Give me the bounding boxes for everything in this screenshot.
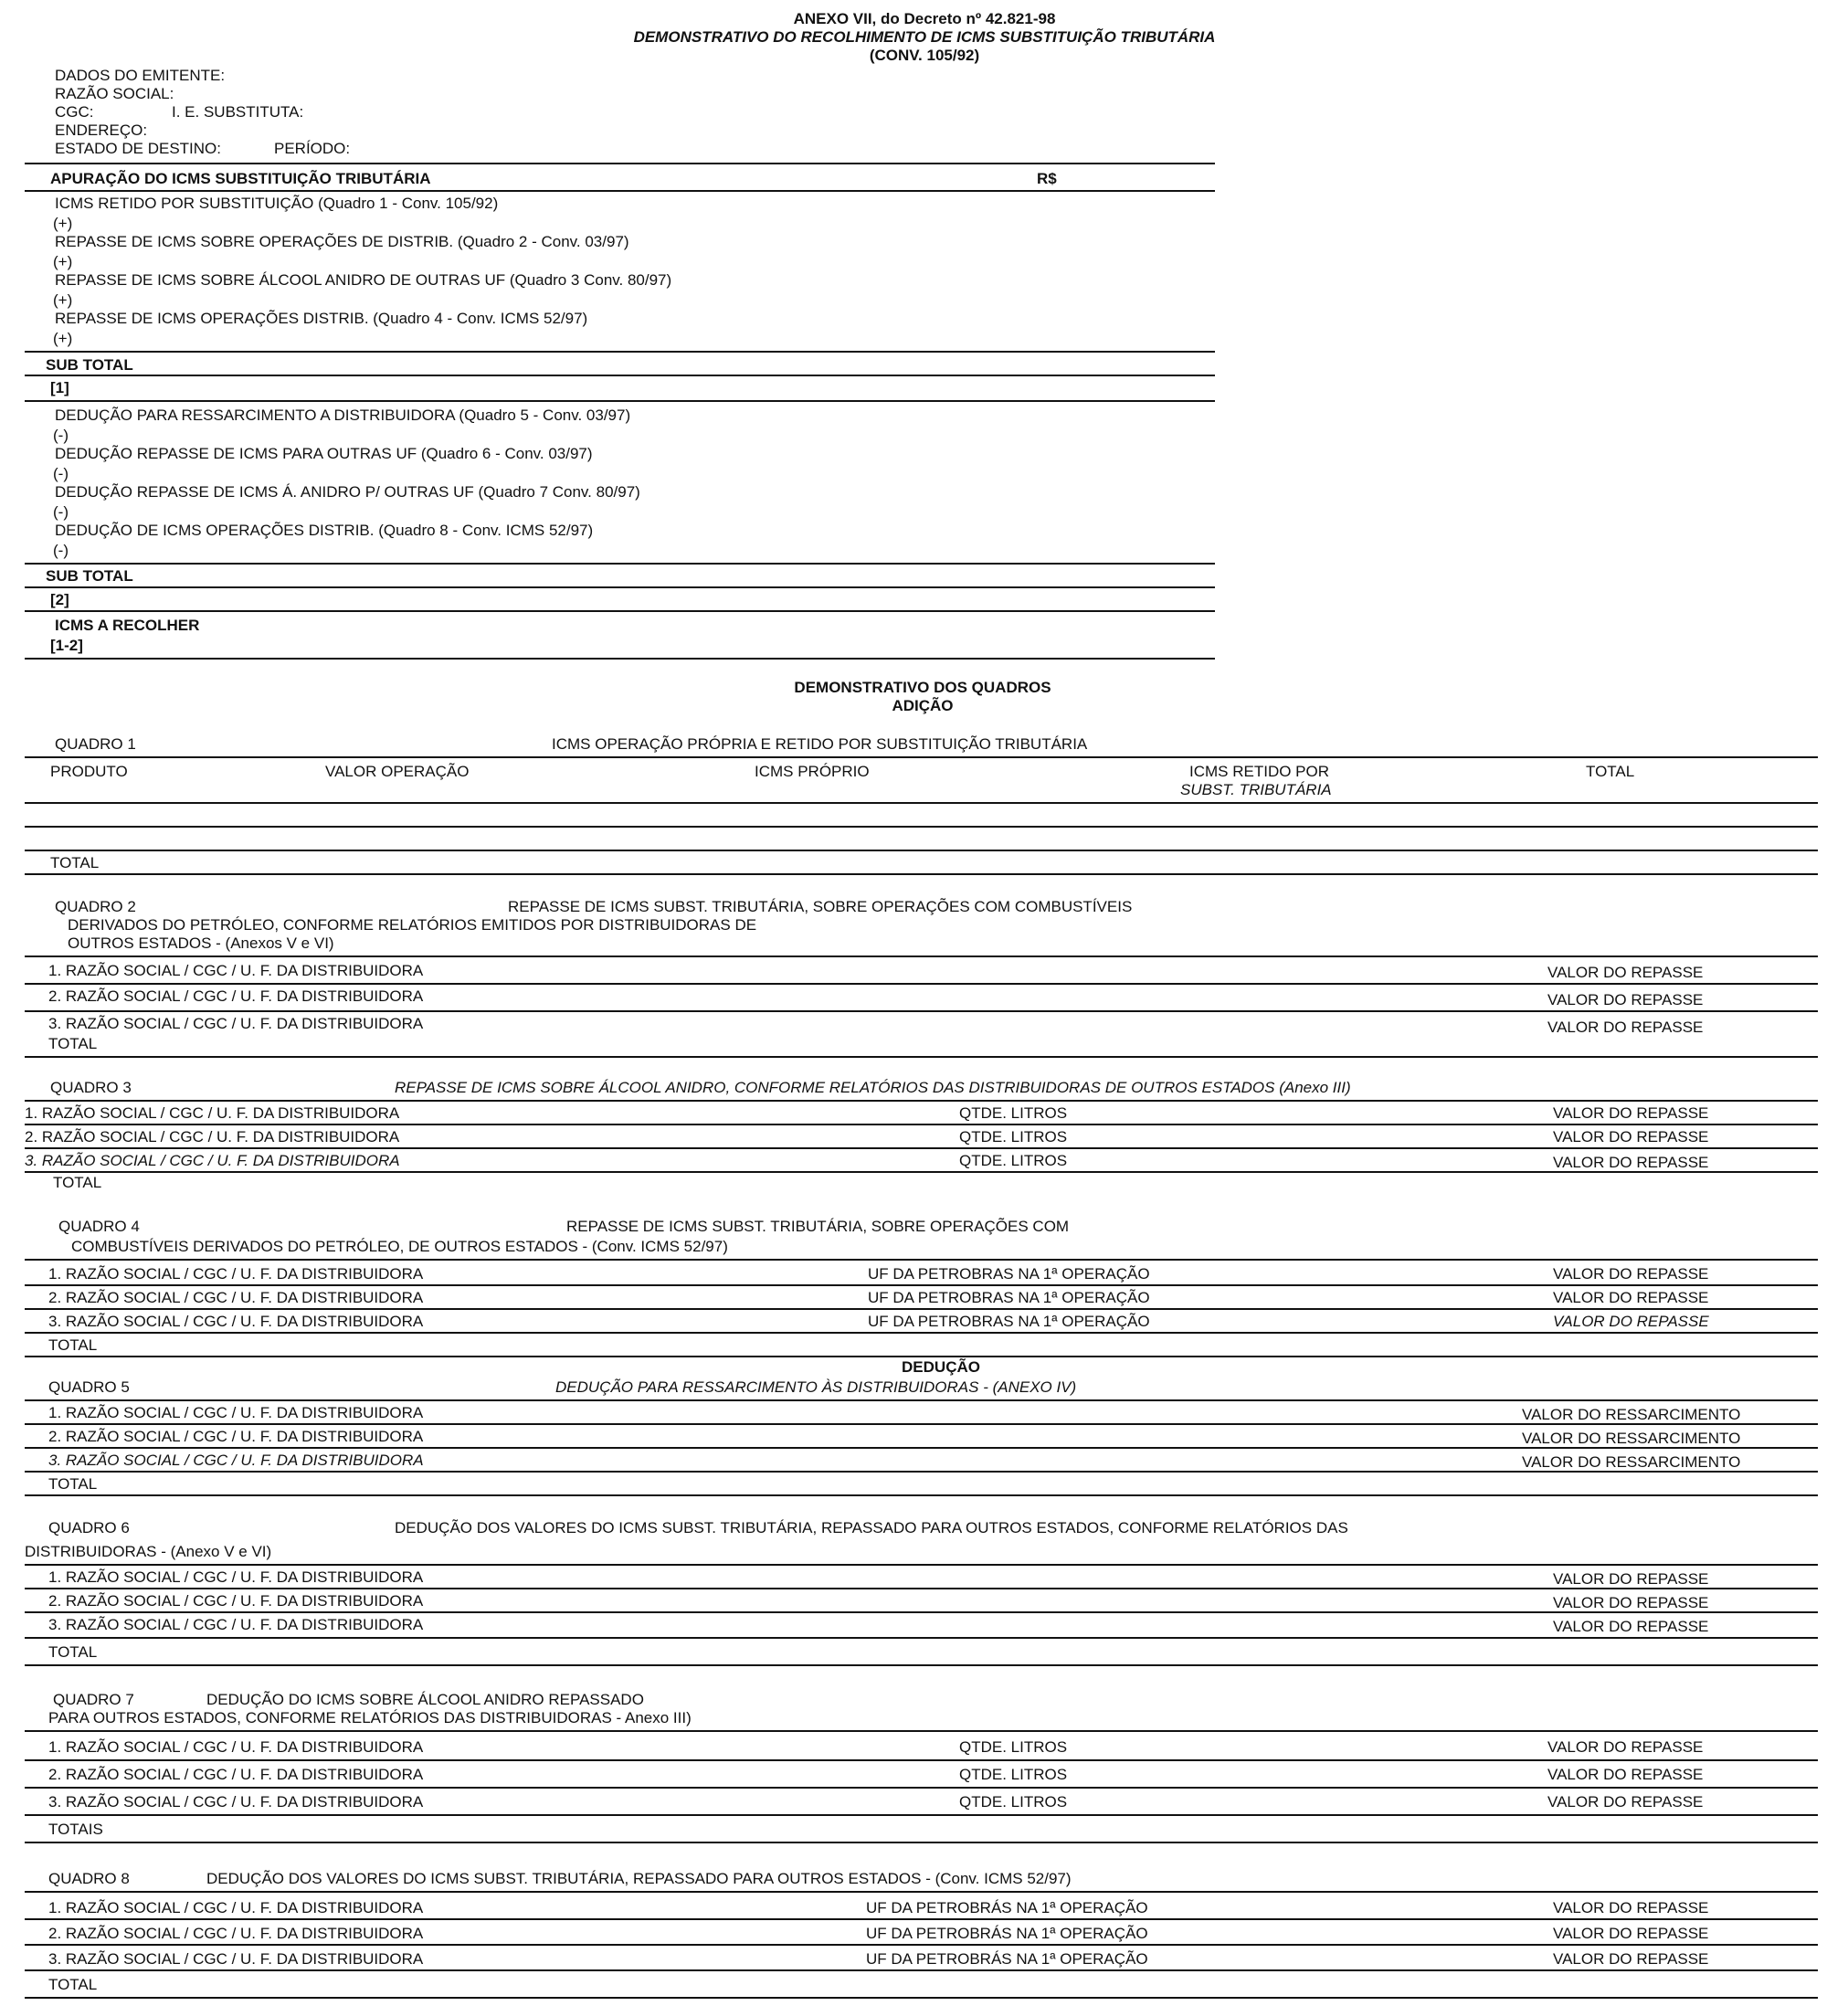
qtde-litros-label: QTDE. LITROS: [959, 1152, 1068, 1169]
divider: [25, 756, 1818, 758]
valor-ressarcimento-label: VALOR DO RESSARCIMENTO: [1522, 1406, 1741, 1423]
divider: [25, 955, 1818, 957]
valor-repasse-label: VALOR DO REPASSE: [1547, 1793, 1704, 1811]
divider: [25, 1356, 1818, 1357]
icms-recolher-formula: [1-2]: [50, 637, 83, 654]
plus-sign: (+): [53, 291, 73, 309]
divider: [25, 1471, 1818, 1473]
adicao-label: ADIÇÃO: [892, 697, 954, 714]
icms-recolher-label: ICMS A RECOLHER: [55, 617, 200, 634]
subtotal-2-ref: [2]: [50, 591, 69, 608]
total-label: TOTAL: [53, 1174, 102, 1191]
distribuidora-row-1: 1. RAZÃO SOCIAL / CGC / U. F. DA DISTRIBUIDORA: [48, 1899, 424, 1916]
distribuidora-row-2: 2. RAZÃO SOCIAL / CGC / U. F. DA DISTRIBUIDORA: [48, 1925, 424, 1942]
distribuidora-row-1: 1. RAZÃO SOCIAL / CGC / U. F. DA DISTRIBUIDORA: [48, 1568, 424, 1586]
currency-label: R$: [1037, 170, 1057, 187]
quadro-2-title: REPASSE DE ICMS SUBST. TRIBUTÁRIA, SOBRE OPERAÇÕES COM COMBUSTÍVEIS: [508, 898, 1133, 915]
uf-petrobras-label: UF DA PETROBRÁS NA 1ª OPERAÇÃO: [866, 1950, 1148, 1968]
valor-repasse-label: VALOR DO REPASSE: [1547, 1738, 1704, 1756]
divider: [25, 1284, 1818, 1286]
divider: [25, 983, 1818, 985]
divider: [25, 826, 1818, 828]
valor-repasse-label: VALOR DO REPASSE: [1553, 1899, 1709, 1916]
col-valor-operacao: VALOR OPERAÇÃO: [325, 763, 470, 780]
distribuidora-row-3: 3. RAZÃO SOCIAL / CGC / U. F. DA DISTRIBUIDORA: [48, 1616, 424, 1633]
minus-sign: (-): [53, 427, 69, 444]
minus-sign: (-): [53, 503, 69, 521]
divider: [25, 1891, 1818, 1893]
valor-repasse-label: VALOR DO REPASSE: [1553, 1594, 1709, 1611]
uf-petrobras-label: UF DA PETROBRAS NA 1ª OPERAÇÃO: [868, 1289, 1150, 1306]
divider: [25, 610, 1215, 612]
distribuidora-row-3: 3. RAZÃO SOCIAL / CGC / U. F. DA DISTRIBUIDORA: [48, 1793, 424, 1811]
divider: [25, 1787, 1818, 1789]
quadro-5-title: DEDUÇÃO PARA RESSARCIMENTO ÀS DISTRIBUIDORAS - (ANEXO IV): [555, 1378, 1077, 1396]
qtde-litros-label: QTDE. LITROS: [959, 1738, 1068, 1756]
apuracao-item-5: DEDUÇÃO PARA RESSARCIMENTO A DISTRIBUIDORA (Quadro 5 - Conv. 03/97): [55, 406, 631, 424]
divider: [25, 163, 1215, 164]
divider: [25, 1918, 1818, 1920]
divider: [25, 1969, 1818, 1971]
cgc-label: CGC:: [55, 103, 94, 121]
divider: [25, 1842, 1818, 1843]
divider: [25, 1588, 1818, 1589]
valor-repasse-label: VALOR DO REPASSE: [1547, 1766, 1704, 1783]
valor-repasse-label: VALOR DO REPASSE: [1547, 964, 1704, 981]
distribuidora-row-2: 2. RAZÃO SOCIAL / CGC / U. F. DA DISTRIBUIDORA: [48, 1766, 424, 1783]
quadro-4-label: QUADRO 4: [58, 1218, 140, 1235]
razao-social-label: RAZÃO SOCIAL:: [55, 85, 174, 102]
divider: [25, 658, 1215, 660]
divider: [25, 563, 1215, 565]
periodo-label: PERÍODO:: [274, 140, 351, 157]
apuracao-item-2: REPASSE DE ICMS SOBRE OPERAÇÕES DE DISTRIB. (Quadro 2 - Conv. 03/97): [55, 233, 629, 250]
divider: [25, 1944, 1818, 1946]
qtde-litros-label: QTDE. LITROS: [959, 1793, 1068, 1811]
subtotal-1-ref: [1]: [50, 379, 69, 396]
divider: [25, 1997, 1818, 1999]
divider: [25, 1259, 1818, 1261]
valor-repasse-label: VALOR DO REPASSE: [1553, 1154, 1709, 1171]
quadro-8-title: DEDUÇÃO DOS VALORES DO ICMS SUBST. TRIBUTÁRIA, REPASSADO PARA OUTROS ESTADOS - (Conv. ICMS 52/97): [206, 1870, 1072, 1887]
divider: [25, 1447, 1818, 1449]
divider: [25, 1759, 1818, 1761]
total-label: TOTAL: [48, 1643, 98, 1661]
valor-repasse-label: VALOR DO REPASSE: [1547, 991, 1704, 1008]
quadro-2-label: QUADRO 2: [55, 898, 136, 915]
divider: [25, 1171, 1818, 1173]
apuracao-item-1: ICMS RETIDO POR SUBSTITUIÇÃO (Quadro 1 - Conv. 105/92): [55, 195, 499, 212]
quadro-3-title: REPASSE DE ICMS SOBRE ÁLCOOL ANIDRO, CONFORME RELATÓRIOS DAS DISTRIBUIDORAS DE OUTROS ESTADOS (Anexo III): [395, 1079, 1351, 1096]
distribuidora-row-1: 1. RAZÃO SOCIAL / CGC / U. F. DA DISTRIBUIDORA: [25, 1104, 400, 1122]
divider: [25, 1056, 1818, 1058]
valor-repasse-label: VALOR DO REPASSE: [1553, 1925, 1709, 1942]
quadro-7-title: DEDUÇÃO DO ICMS SOBRE ÁLCOOL ANIDRO REPASSADO: [206, 1691, 644, 1708]
divider: [25, 1611, 1818, 1613]
divider: [25, 873, 1818, 875]
quadro-6-title: DEDUÇÃO DOS VALORES DO ICMS SUBST. TRIBUTÁRIA, REPASSADO PARA OUTROS ESTADOS, CONFORME RELATÓRIOS DAS: [395, 1519, 1348, 1536]
total-label: TOTAL: [48, 1976, 98, 1993]
divider: [25, 1308, 1818, 1310]
distribuidora-row-3: 3. RAZÃO SOCIAL / CGC / U. F. DA DISTRIBUIDORA: [48, 1452, 424, 1469]
apuracao-item-8: DEDUÇÃO DE ICMS OPERAÇÕES DISTRIB. (Quadro 8 - Conv. ICMS 52/97): [55, 522, 594, 539]
divider: [25, 1664, 1818, 1666]
valor-ressarcimento-label: VALOR DO RESSARCIMENTO: [1522, 1453, 1741, 1471]
doc-title-anexo: ANEXO VII, do Decreto nº 42.821-98: [793, 10, 1056, 27]
divider: [25, 1423, 1818, 1425]
distribuidora-row-3: 3. RAZÃO SOCIAL / CGC / U. F. DA DISTRIBUIDORA: [25, 1152, 400, 1169]
quadro-1-title: ICMS OPERAÇÃO PRÓPRIA E RETIDO POR SUBSTITUIÇÃO TRIBUTÁRIA: [552, 735, 1088, 753]
endereco-label: ENDEREÇO:: [55, 121, 148, 139]
plus-sign: (+): [53, 253, 73, 270]
uf-petrobras-label: UF DA PETROBRAS NA 1ª OPERAÇÃO: [868, 1265, 1150, 1283]
apuracao-item-7: DEDUÇÃO REPASSE DE ICMS Á. ANIDRO P/ OUTRAS UF (Quadro 7 Conv. 80/97): [55, 483, 640, 501]
quadro-5-label: QUADRO 5: [48, 1378, 130, 1396]
divider: [25, 850, 1818, 851]
deducao-label: DEDUÇÃO: [902, 1358, 980, 1376]
distribuidora-row-1: 1. RAZÃO SOCIAL / CGC / U. F. DA DISTRIBUIDORA: [48, 1738, 424, 1756]
divider: [25, 1332, 1818, 1334]
divider: [25, 1814, 1818, 1816]
quadro-6-label: QUADRO 6: [48, 1519, 130, 1536]
apuracao-item-6: DEDUÇÃO REPASSE DE ICMS PARA OUTRAS UF (Quadro 6 - Conv. 03/97): [55, 445, 593, 462]
qtde-litros-label: QTDE. LITROS: [959, 1766, 1068, 1783]
divider: [25, 1147, 1818, 1149]
uf-petrobras-label: UF DA PETROBRAS NA 1ª OPERAÇÃO: [868, 1313, 1150, 1330]
distribuidora-row-3: 3. RAZÃO SOCIAL / CGC / U. F. DA DISTRIBUIDORA: [48, 1015, 424, 1032]
quadro-2-line3: OUTROS ESTADOS - (Anexos V e VI): [68, 934, 334, 952]
valor-repasse-label: VALOR DO REPASSE: [1553, 1104, 1709, 1122]
valor-repasse-label: VALOR DO REPASSE: [1553, 1313, 1709, 1330]
valor-repasse-label: VALOR DO REPASSE: [1553, 1950, 1709, 1968]
divider: [25, 190, 1215, 192]
col-total: TOTAL: [1586, 763, 1635, 780]
quadro-7-line2: PARA OUTROS ESTADOS, CONFORME RELATÓRIOS DAS DISTRIBUIDORAS - Anexo III): [48, 1709, 692, 1726]
distribuidora-row-2: 2. RAZÃO SOCIAL / CGC / U. F. DA DISTRIBUIDORA: [48, 1428, 424, 1445]
subtotal-label: SUB TOTAL: [46, 567, 133, 585]
apuracao-item-4: REPASSE DE ICMS OPERAÇÕES DISTRIB. (Quadro 4 - Conv. ICMS 52/97): [55, 310, 588, 327]
valor-ressarcimento-label: VALOR DO RESSARCIMENTO: [1522, 1430, 1741, 1447]
total-label: TOTAL: [48, 1035, 98, 1052]
apuracao-title: APURAÇÃO DO ICMS SUBSTITUIÇÃO TRIBUTÁRIA: [50, 170, 431, 187]
qtde-litros-label: QTDE. LITROS: [959, 1104, 1068, 1122]
divider: [25, 1564, 1818, 1566]
ie-substituta-label: I. E. SUBSTITUTA:: [172, 103, 304, 121]
divider: [25, 1010, 1818, 1012]
col-icms-retido: ICMS RETIDO POR: [1189, 763, 1330, 780]
estado-destino-label: ESTADO DE DESTINO:: [55, 140, 221, 157]
valor-repasse-label: VALOR DO REPASSE: [1553, 1570, 1709, 1588]
divider: [25, 1494, 1818, 1496]
divider: [25, 1637, 1818, 1639]
quadro-4-title: REPASSE DE ICMS SUBST. TRIBUTÁRIA, SOBRE OPERAÇÕES COM: [566, 1218, 1070, 1235]
doc-title: DEMONSTRATIVO DO RECOLHIMENTO DE ICMS SUBSTITUIÇÃO TRIBUTÁRIA: [633, 28, 1216, 46]
total-label: TOTAL: [48, 1475, 98, 1493]
emitente-heading: DADOS DO EMITENTE:: [55, 67, 226, 84]
doc-subtitle: (CONV. 105/92): [869, 47, 980, 64]
valor-repasse-label: VALOR DO REPASSE: [1547, 1019, 1704, 1036]
divider: [25, 351, 1215, 353]
total-label: TOTAL: [50, 854, 100, 871]
divider: [25, 400, 1215, 402]
uf-petrobras-label: UF DA PETROBRÁS NA 1ª OPERAÇÃO: [866, 1899, 1148, 1916]
distribuidora-row-3: 3. RAZÃO SOCIAL / CGC / U. F. DA DISTRIBUIDORA: [48, 1313, 424, 1330]
apuracao-item-3: REPASSE DE ICMS SOBRE ÁLCOOL ANIDRO DE OUTRAS UF (Quadro 3 Conv. 80/97): [55, 271, 672, 289]
divider: [25, 586, 1215, 588]
total-label: TOTAL: [48, 1336, 98, 1354]
distribuidora-row-1: 1. RAZÃO SOCIAL / CGC / U. F. DA DISTRIBUIDORA: [48, 1265, 424, 1283]
quadro-6-line2: DISTRIBUIDORAS - (Anexo V e VI): [25, 1543, 272, 1560]
distribuidora-row-2: 2. RAZÃO SOCIAL / CGC / U. F. DA DISTRIBUIDORA: [48, 1289, 424, 1306]
quadro-2-line2: DERIVADOS DO PETRÓLEO, CONFORME RELATÓRIOS EMITIDOS POR DISTRIBUIDORAS DE: [68, 916, 757, 934]
valor-repasse-label: VALOR DO REPASSE: [1553, 1618, 1709, 1635]
minus-sign: (-): [53, 465, 69, 482]
quadro-1-label: QUADRO 1: [55, 735, 136, 753]
distribuidora-row-2: 2. RAZÃO SOCIAL / CGC / U. F. DA DISTRIBUIDORA: [48, 1592, 424, 1610]
subtotal-label: SUB TOTAL: [46, 356, 133, 374]
quadro-8-label: QUADRO 8: [48, 1870, 130, 1887]
distribuidora-row-3: 3. RAZÃO SOCIAL / CGC / U. F. DA DISTRIBUIDORA: [48, 1950, 424, 1968]
divider: [25, 1124, 1818, 1125]
valor-repasse-label: VALOR DO REPASSE: [1553, 1128, 1709, 1146]
divider: [25, 1100, 1818, 1102]
quadro-4-line2: COMBUSTÍVEIS DERIVADOS DO PETRÓLEO, DE OUTROS ESTADOS - (Conv. ICMS 52/97): [71, 1238, 728, 1255]
divider: [25, 1730, 1818, 1732]
distribuidora-row-1: 1. RAZÃO SOCIAL / CGC / U. F. DA DISTRIBUIDORA: [48, 1404, 424, 1421]
minus-sign: (-): [53, 542, 69, 559]
valor-repasse-label: VALOR DO REPASSE: [1553, 1265, 1709, 1283]
distribuidora-row-1: 1. RAZÃO SOCIAL / CGC / U. F. DA DISTRIBUIDORA: [48, 962, 424, 979]
distribuidora-row-2: 2. RAZÃO SOCIAL / CGC / U. F. DA DISTRIBUIDORA: [48, 987, 424, 1005]
totais-label: TOTAIS: [48, 1821, 103, 1838]
uf-petrobras-label: UF DA PETROBRÁS NA 1ª OPERAÇÃO: [866, 1925, 1148, 1942]
col-produto: PRODUTO: [50, 763, 128, 780]
quadros-title: DEMONSTRATIVO DOS QUADROS: [794, 679, 1051, 696]
divider: [25, 1399, 1818, 1401]
plus-sign: (+): [53, 330, 73, 347]
valor-repasse-label: VALOR DO REPASSE: [1553, 1289, 1709, 1306]
divider: [25, 375, 1215, 376]
qtde-litros-label: QTDE. LITROS: [959, 1128, 1068, 1146]
col-icms-retido-sub: SUBST. TRIBUTÁRIA: [1180, 781, 1332, 798]
plus-sign: (+): [53, 215, 73, 232]
quadro-7-label: QUADRO 7: [53, 1691, 134, 1708]
distribuidora-row-2: 2. RAZÃO SOCIAL / CGC / U. F. DA DISTRIBUIDORA: [25, 1128, 400, 1146]
divider: [25, 802, 1818, 804]
quadro-3-label: QUADRO 3: [50, 1079, 132, 1096]
col-icms-proprio: ICMS PRÓPRIO: [755, 763, 870, 780]
